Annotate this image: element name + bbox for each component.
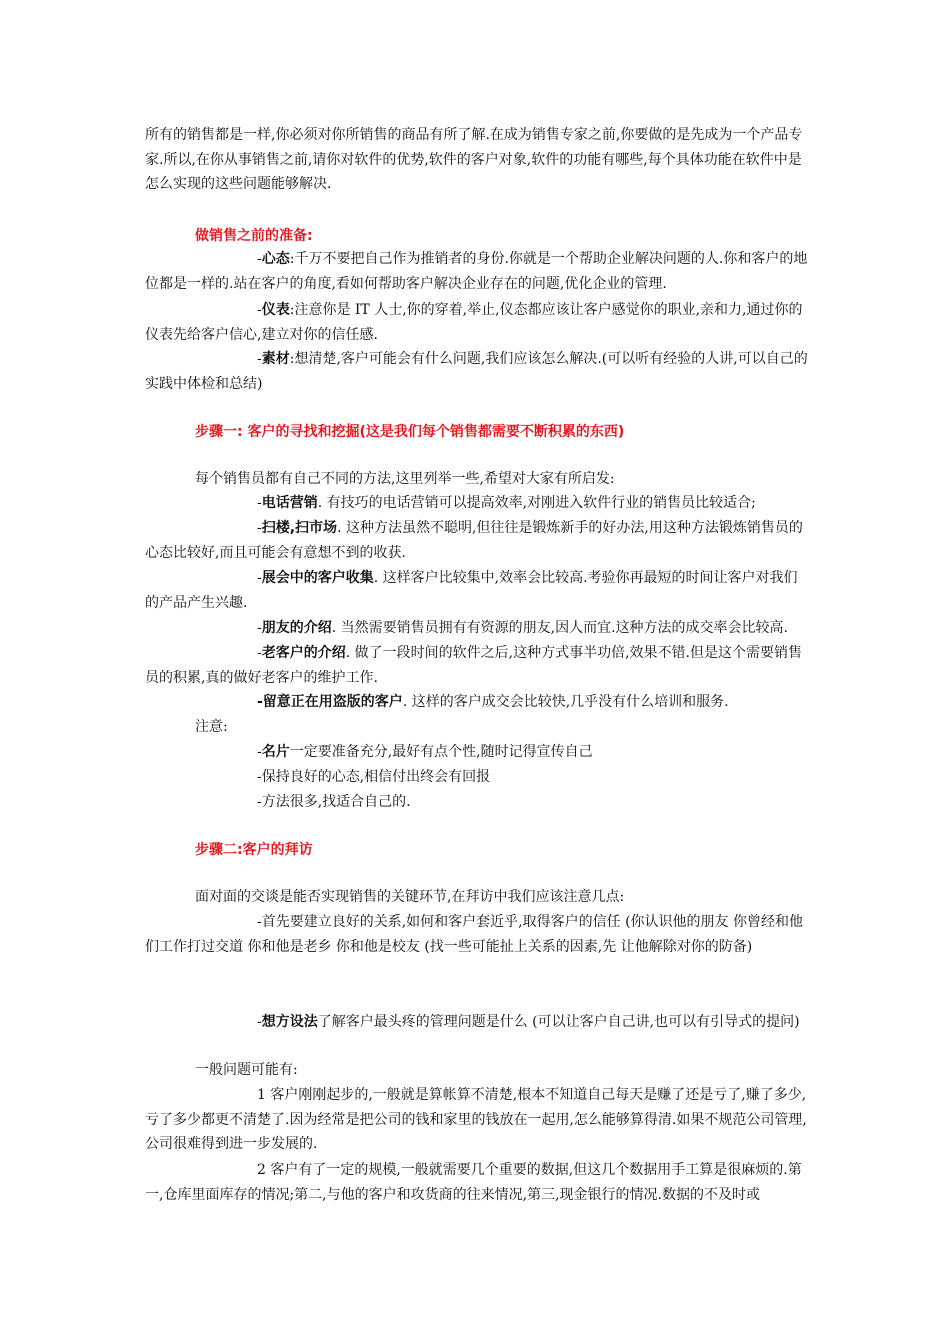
prep-item-material: -素材:想清楚,客户可能会有什么问题,我们应该怎么解决.(可以听有经验的人讲,可以自己的实践中体检和总结) xyxy=(145,351,808,392)
step2-heading: 步骤二:客户的拜访 xyxy=(195,842,313,858)
step1-lead: 每个销售员都有自己不同的方法,这里列举一些,希望对大家有所启发: xyxy=(195,471,615,487)
prep-item-appearance: -仪表:注意你是 IT 人士,你的穿着,举止,仪态都应该让客户感觉你的职业,亲和力,通过你的仪表先给客户信心,建立对你的信任感. xyxy=(145,302,803,343)
step2-item-relationship: -首先要建立良好的关系,如何和客户套近乎,取得客户的信任 (你认识他的朋友 你曾经和他们工作打过交道 你和他是老乡 你和他是校友 (找一些可能扯上关系的因素,先 让他解除对你的防备) xyxy=(145,914,803,955)
prep-heading: 做销售之前的准备: xyxy=(195,228,313,244)
method-label: -留意正在用盗版的客户 xyxy=(257,694,403,710)
step2-item-label: 想方设法 xyxy=(261,1014,318,1030)
prep-item-label: 心态 xyxy=(261,251,290,267)
step1-method-referral: -老客户的介绍. 做了一段时间的软件之后,这种方式事半功倍,效果不错.但是这个需要销售员的积累,真的做好老客户的维护工作. xyxy=(145,645,802,686)
step2-problems-label: 一般问题可能有: xyxy=(195,1062,298,1078)
intro-paragraph: 所有的销售都是一样,你必须对你所销售的商品有所了解.在成为销售专家之前,你要做的是先成为一个产品专家.所以,在你从事销售之前,请你对软件的优势,软件的客户对象,软件的功能有哪些,每个具体功能在软件中是怎么实现的这些问题能够解决. xyxy=(145,127,803,192)
method-label: 扫楼,扫市场 xyxy=(261,520,338,536)
step1-note-label: 注意: xyxy=(195,719,228,735)
prep-item-mindset: -心态:千万不要把自己作为推销者的身份.你就是一个帮助企业解决问题的人.你和客户的地位都是一样的.站在客户的角度,看如何帮助客户解决企业存在的问题,优化企业的管理. xyxy=(145,251,808,292)
note-label: 名片 xyxy=(261,744,290,760)
prep-item-label: 仪表 xyxy=(261,302,290,318)
method-label: 朋友的介绍 xyxy=(261,620,332,636)
prep-item-label: 素材 xyxy=(261,351,290,367)
step2-problem-2: 2 客户有了一定的规模,一般就需要几个重要的数据,但这几个数据用手工算是很麻烦的.第一,仓库里面库存的情况;第二,与他的客户和攻货商的往来情况,第三,现金银行的情况.数据的不及时或 xyxy=(145,1162,802,1203)
method-label: 老客户的介绍 xyxy=(261,645,346,661)
step1-note-method: -方法很多,找适合自己的. xyxy=(257,794,411,810)
method-label: 电话营销 xyxy=(261,495,318,511)
step1-method-expo: -展会中的客户收集. 这样客户比较集中,效率会比较高.考验你再最短的时间让客户对我们的产品产生兴趣. xyxy=(145,570,798,611)
step1-method-piracy: -留意正在用盗版的客户. 这样的客户成交会比较快,几乎没有什么培训和服务. xyxy=(257,694,729,710)
step1-note-attitude: -保持良好的心态,相信付出终会有回报 xyxy=(257,769,491,785)
step1-method-phone: -电话营销. 有技巧的电话营销可以提高效率,对刚进入软件行业的销售员比较适合; xyxy=(257,495,756,511)
step2-item-problems: -想方设法了解客户最头疼的管理问题是什么 (可以让客户自己讲,也可以有引导式的提问) xyxy=(257,1014,800,1030)
step1-method-friends: -朋友的介绍. 当然需要销售员拥有有资源的朋友,因人而宜.这种方法的成交率会比较高. xyxy=(257,620,788,636)
step1-heading: 步骤一: 客户的寻找和挖掘(这是我们每个销售都需要不断积累的东西) xyxy=(195,424,625,440)
step1-note-card: -名片一定要准备充分,最好有点个性,随时记得宣传自己 xyxy=(257,744,593,760)
step2-problem-1: 1 客户刚刚起步的,一般就是算帐算不清楚,根本不知道自己每天是赚了还是亏了,赚了多少,亏了多少都更不清楚了.因为经常是把公司的钱和家里的钱放在一起用,怎么能够算得清.如果不规范公司管理,公司很难得到进一步发展的. xyxy=(145,1087,807,1152)
step1-method-sweep: -扫楼,扫市场. 这种方法虽然不聪明,但往往是锻炼新手的好办法,用这种方法锻炼销售员的心态比较好,而且可能会有意想不到的收获. xyxy=(145,520,803,561)
method-label: 展会中的客户收集 xyxy=(261,570,374,586)
step2-lead: 面对面的交谈是能否实现销售的关键环节,在拜访中我们应该注意几点: xyxy=(195,889,625,905)
